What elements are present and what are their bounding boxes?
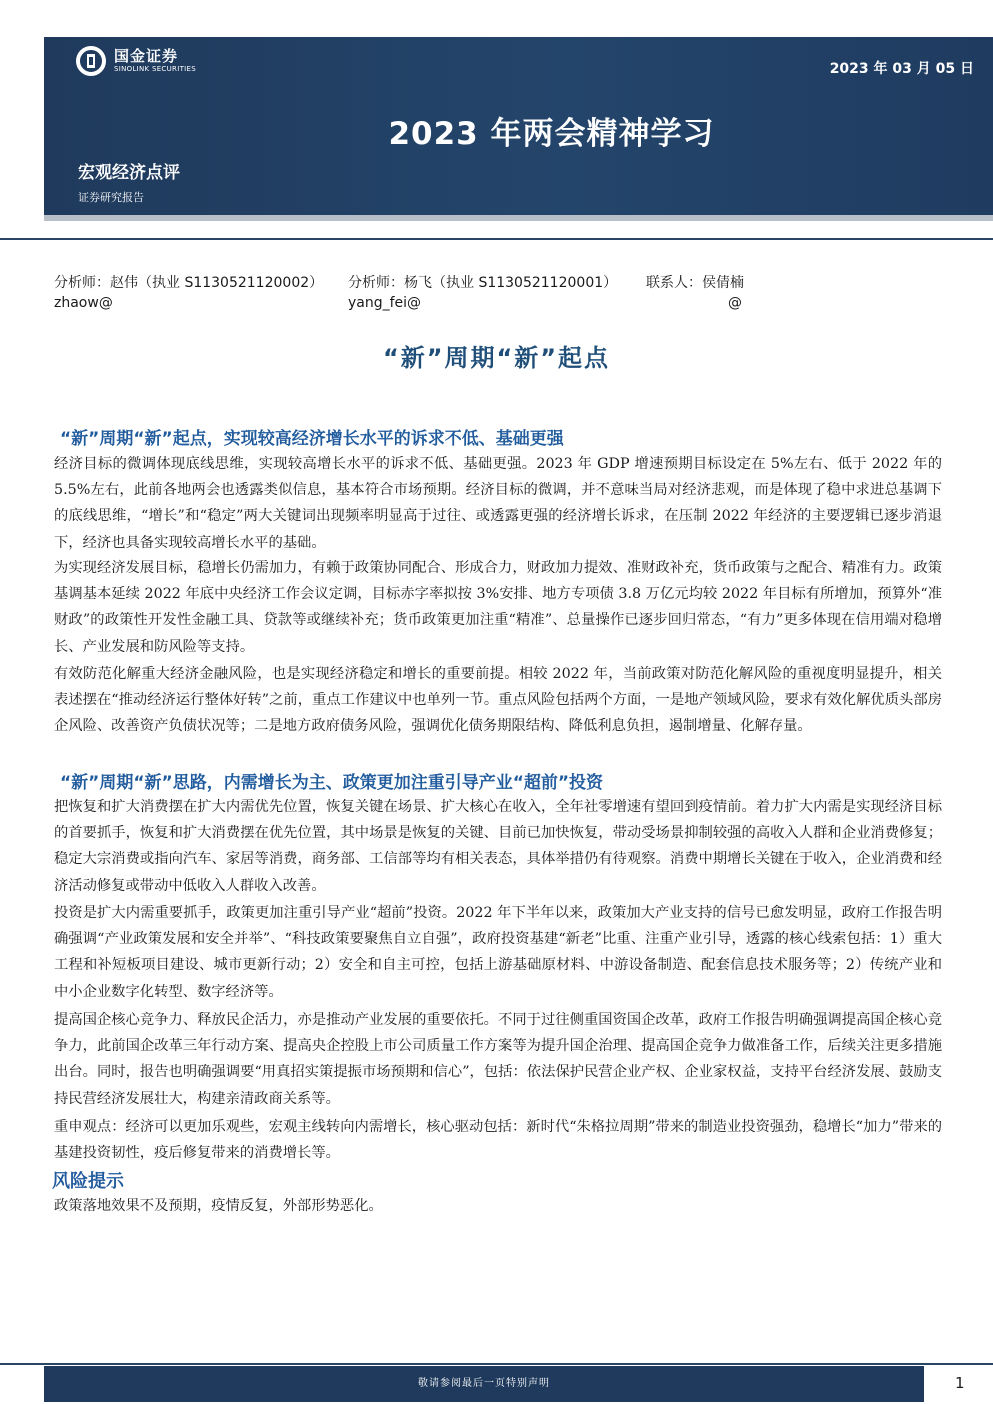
logo-mark-icon xyxy=(76,46,106,76)
report-headline: “新”周期“新”起点 xyxy=(382,344,611,372)
header-rule xyxy=(0,238,993,240)
report-title: 2023 年两会精神学习 xyxy=(388,116,715,152)
paragraph: 有效防范化解重大经济金融风险，也是实现经济稳定和增长的重要前提。相较 2022 年，当前政策对防范化解风险的重视度明显提升，相关表述摆在“推动经济运行整体好转”之前，重点工作建议中也单列一节。重点风险包括两个方面，一是地产领域风险，要求有效化解优质头部房企风险、改善资产负债状况等；二是地方政府债务风险，强调优化债务期限结构、降低利息负担，遏制增量、化解存量。 xyxy=(54,666,942,735)
report-category: 宏观经济点评 xyxy=(78,163,180,183)
footer-disclaimer: 敬请参阅最后一页特别声明 xyxy=(44,1366,924,1402)
logo-name-en: SINOLINK SECURITIES xyxy=(114,65,196,73)
header-banner-shadow xyxy=(44,215,993,221)
analyst-name: 分析师：杨飞（执业 S1130521120001） xyxy=(348,275,618,291)
footer-rule xyxy=(0,1363,993,1365)
section-title-risk: 风险提示 xyxy=(52,1171,124,1192)
page-number: 1 xyxy=(955,1374,965,1392)
section-title: “新”周期“新”起点，实现较高经济增长水平的诉求不低、基础更强 xyxy=(60,429,564,449)
paragraph: 投资是扩大内需重要抓手，政策更加注重引导产业“超前”投资。2022 年下半年以来，政策加大产业支持的信号已愈发明显，政府工作报告明确强调“产业政策发展和安全并举”、“科技政策要聚焦自立自强”，政府投资基建“新老”比重、注重产业引导，透露的核心线索包括：1）重大工程和补短板项目建设、城市更新行动；2）安全和自主可控，包括上游基础原材料、中游设备制造、配套信息技术服务等；2）传统产业和中小企业数字化转型、数字经济等。 xyxy=(54,905,942,1000)
paragraph: 重申观点：经济可以更加乐观些，宏观主线转向内需增长，核心驱动包括：新时代“朱格拉周期”带来的制造业投资强劲，稳增长“加力”带来的基建投资韧性，疫后修复带来的消费增长等。 xyxy=(54,1119,942,1162)
paragraph: 为实现经济发展目标，稳增长仍需加力，有赖于政策协同配合、形成合力，财政加力提效、准财政补充，货币政策与之配合、精准有力。政策基调基本延续 2022 年底中央经济工作会议定调，目标赤字率拟按 3%安排、地方专项债 3.8 万亿元均较 2022 年目标有所增加，预算外“准财政”的政策性开发性金融工具、贷款等或继续补充；货币政策更加注重“精准”、总量操作已逐步回归常态，“有力”更多体现在信用端对稳增长、产业发展和防风险等支持。 xyxy=(54,560,942,655)
paragraph: 提高国企核心竞争力、释放民企活力，亦是推动产业发展的重要依托。不同于过往侧重国资国企改革，政府工作报告明确强调提高国企核心竞争力，此前国企改革三年行动方案、提高央企控股上市公司质量工作方案等为提升国企治理、提高国企竞争力做准备工作，后续关注更多措施出台。同时，报告也明确强调要“用真招实策提振市场预期和信心”，包括：依法保护民营企业产权、企业家权益，支持平台经济发展、鼓励支持民营经济发展壮大，构建亲清政商关系等。 xyxy=(54,1012,942,1107)
contact-name: 联系人：侯倩楠 xyxy=(646,275,744,291)
section-title: “新”周期“新”思路，内需增长为主、政策更加注重引导产业“超前”投资 xyxy=(60,773,604,793)
paragraph: 把恢复和扩大消费摆在扩大内需优先位置，恢复关键在场景、扩大核心在收入，全年社零增速有望回到疫情前。着力扩大内需是实现经济目标的首要抓手，恢复和扩大消费摆在优先位置，其中场景是恢复的关键、目前已加快恢复，带动受场景抑制较强的高收入人群和企业消费修复；稳定大宗消费或指向汽车、家居等消费，商务部、工信部等均有相关表态，具体举措仍有待观察。消费中期增长关键在于收入，企业消费和经济活动修复或带动中低收入人群收入改善。 xyxy=(54,799,942,894)
company-logo xyxy=(76,44,196,78)
analyst-email[interactable]: zhaow@ xyxy=(54,295,113,311)
paragraph: 经济目标的微调体现底线思维，实现较高增长水平的诉求不低、基础更强。2023 年 GDP 增速预期目标设定在 5%左右、低于 2022 年的 5.5%左右，此前各地两会也透露类似信息，基本符合市场预期。经济目标的微调，并不意味当局对经济悲观，而是体现了稳中求进总基调下的底线思维，“增长”和“稳定”两大关键词出现频率明显高于过往、或透露更强的经济增长诉求，在压制 2022 年经济的主要逻辑已逐步消退下，经济也具备实现较高增长水平的基础。 xyxy=(54,456,942,551)
logo-name-cn: 国金证券 xyxy=(114,47,179,65)
report-type: 证券研究报告 xyxy=(78,191,144,204)
contact-email[interactable]: @ xyxy=(728,295,742,311)
report-date: 2023 年 03 月 05 日 xyxy=(829,61,974,77)
paragraph: 政策落地效果不及预期，疫情反复，外部形势恶化。 xyxy=(54,1198,383,1214)
analyst-email[interactable]: yang_fei@ xyxy=(348,295,422,311)
analyst-name: 分析师：赵伟（执业 S1130521120002） xyxy=(54,275,324,291)
